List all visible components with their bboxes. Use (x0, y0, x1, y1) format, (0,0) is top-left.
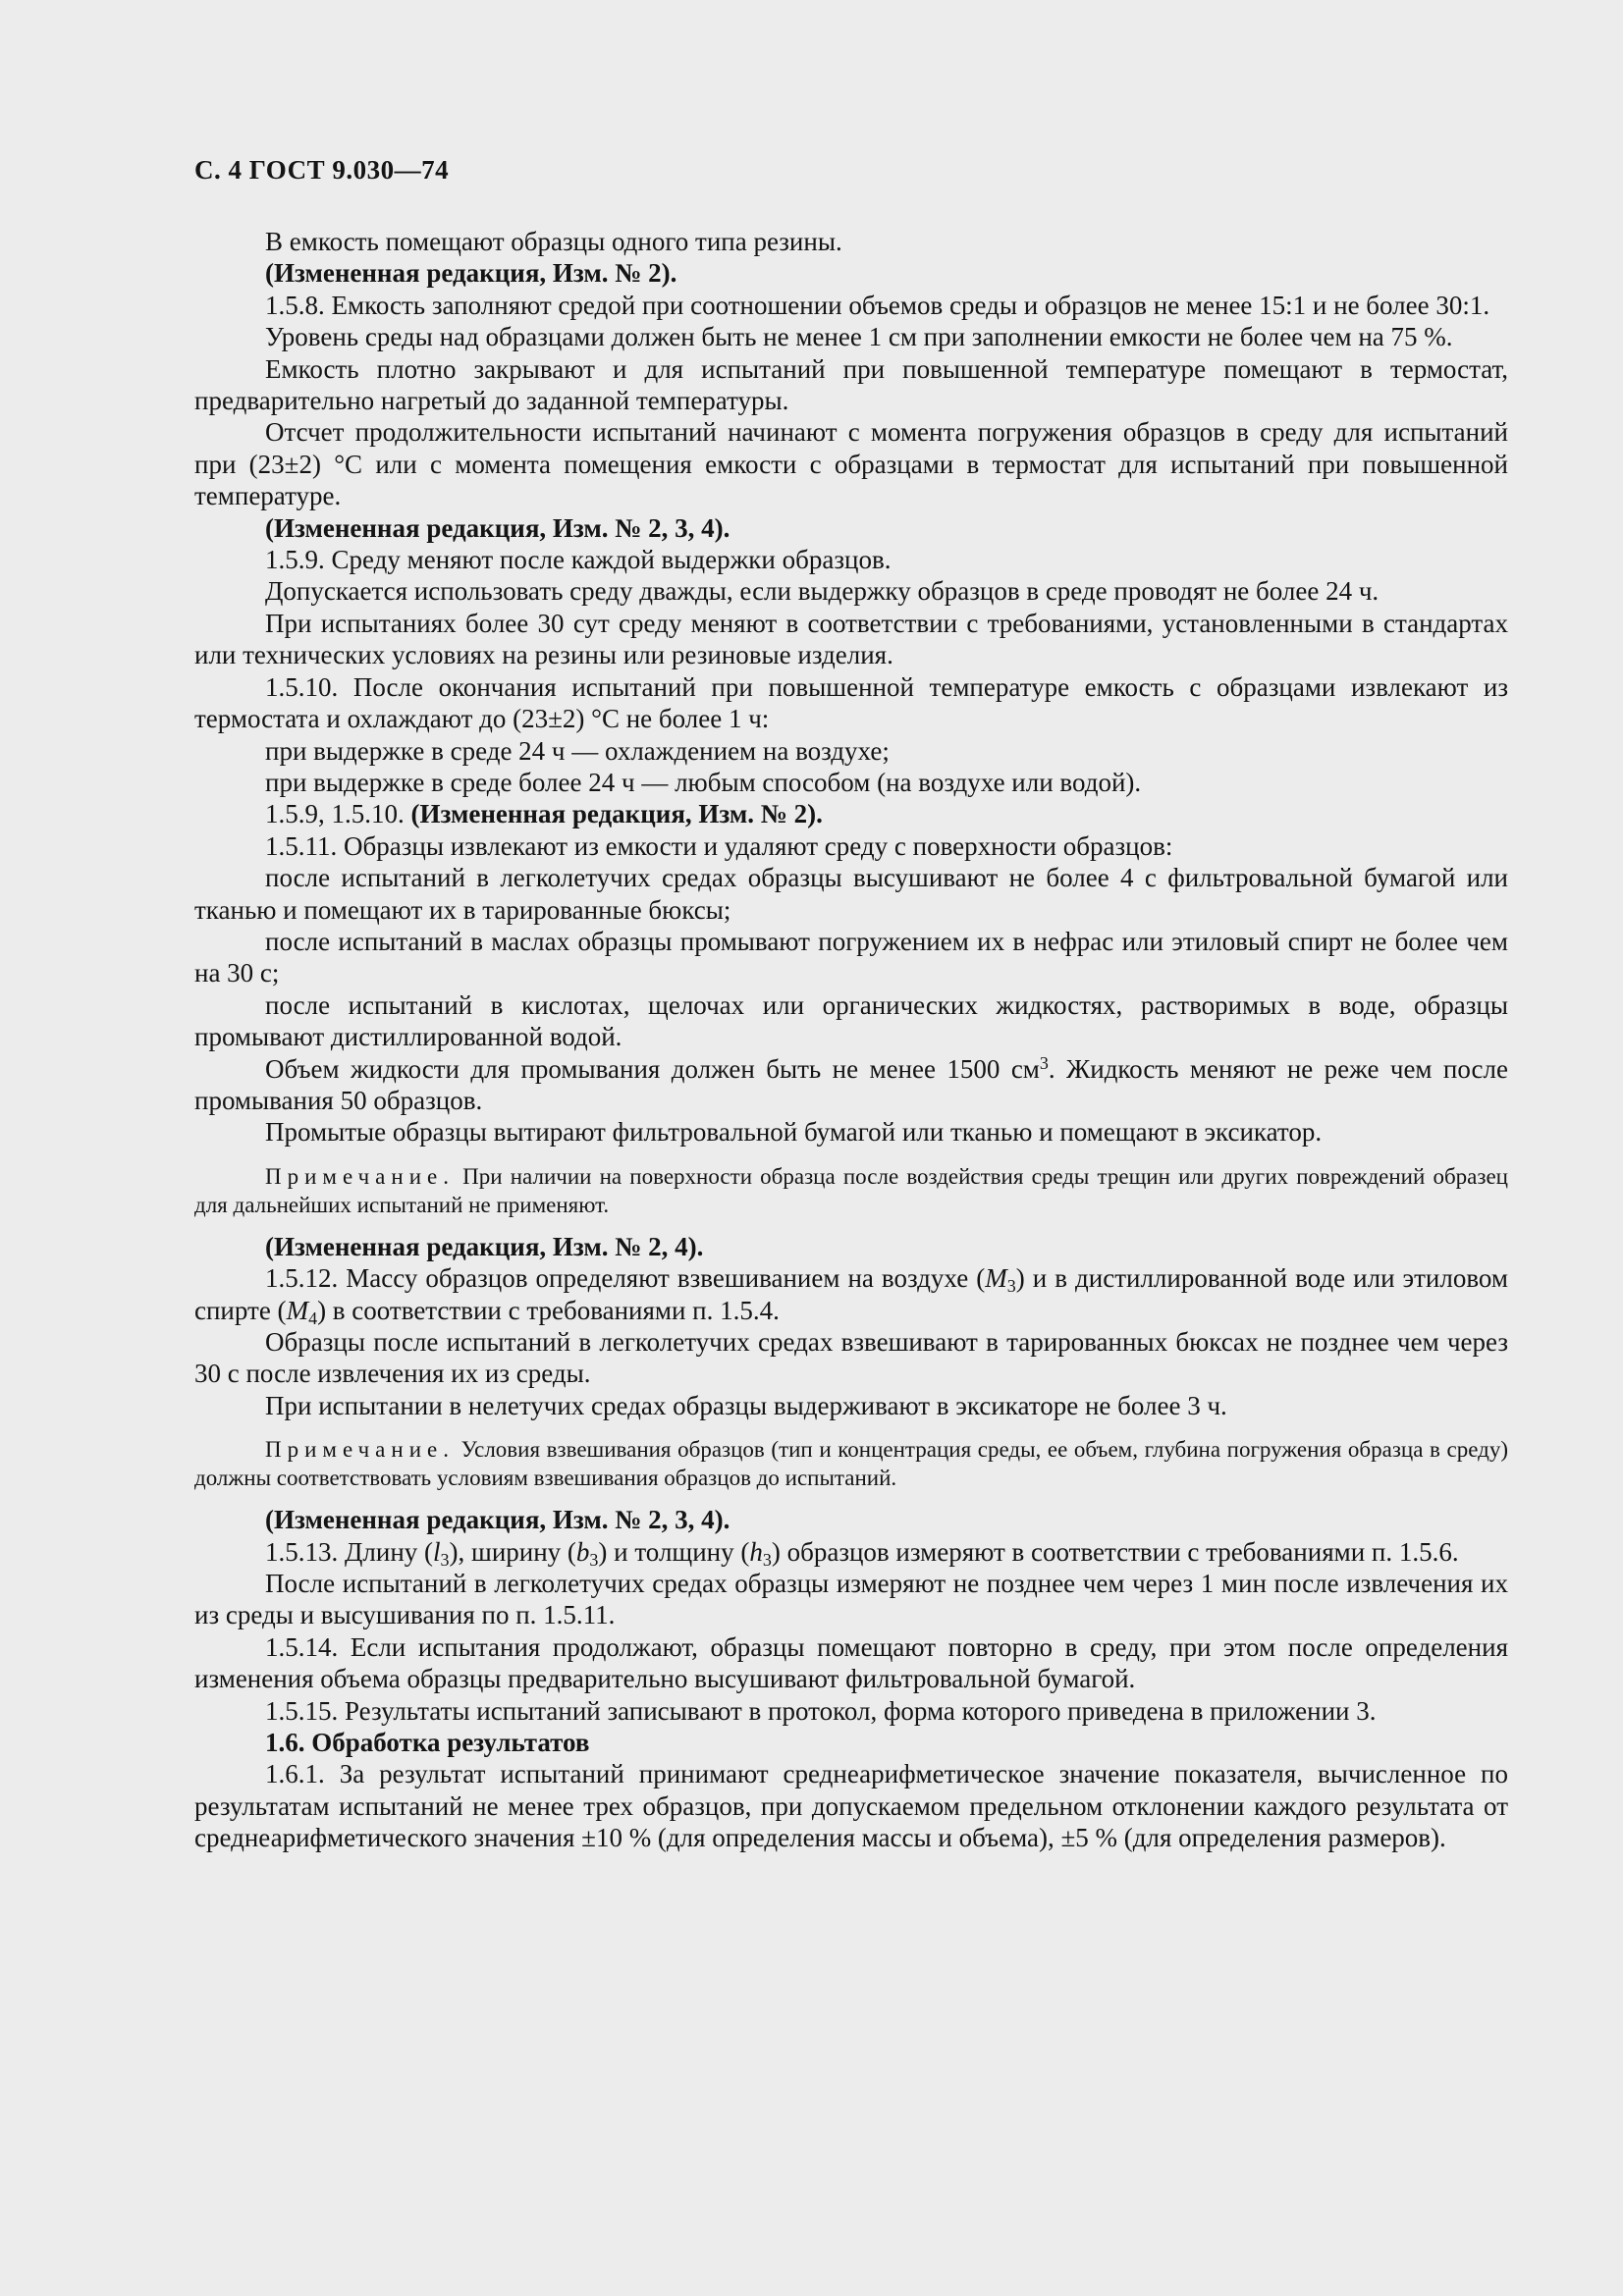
subscript: 3 (762, 1549, 772, 1570)
text-run: ) образцов измеряют в соответствии с требованиями п. 1.5.6. (771, 1536, 1459, 1567)
math-symbol: l (433, 1536, 441, 1567)
note-text: При наличии на поверхности образца после воздействия среды трещин или других повреждений образец для дальнейших испытаний не применяют. (194, 1163, 1508, 1217)
paragraph: Емкость плотно закрывают и для испытаний при повышенной температуре помещают в термостат, предварительно нагретый до заданной температуры. (194, 353, 1508, 416)
paragraph: Допускается использовать среду дважды, если выдержку образцов в среде проводят не более 24 ч. (265, 576, 1380, 607)
paragraph (194, 798, 1508, 829)
paragraph: При испытаниях более 30 сут среду меняют в соответствии с требованиями, установленными в стандартах или технических условиях на резины или резиновые изделия. (194, 608, 1508, 670)
clause-ref: 1.5.9, 1.5.10. (265, 799, 411, 829)
note (194, 1162, 1508, 1219)
paragraph: при выдержке в среде более 24 ч — любым способом (на воздухе или водой). (265, 767, 1142, 797)
text-run: 1.5.12. Массу образцов определяют взвешиванием на воздухе ( (265, 1263, 986, 1294)
amendment-note: (Измененная редакция, Изм. № 2, 4). (265, 1231, 704, 1261)
paragraph: 1.5.8. Емкость заполняют средой при соотношении объемов среды и образцов не менее 15:1 и не более 30:1. (265, 290, 1490, 320)
paragraph: Отсчет продолжительности испытаний начинают с момента погружения образцов в среду для испытаний при (23±2) °С или с момента помещения емкости с образцами в термостат для испытаний при повышенной температуре. (194, 417, 1508, 511)
subscript: 4 (308, 1308, 318, 1328)
paragraph: В емкость помещают образцы одного типа резины. (265, 227, 842, 256)
paragraph: После испытаний в легколетучих средах образцы измеряют не позднее чем через 1 мин после извлечения их из среды и высушивания по п. 1.5.11. (194, 1569, 1508, 1630)
math-symbol: M (286, 1295, 309, 1325)
subscript: 3 (1006, 1276, 1016, 1297)
text-run: ), ширину ( (449, 1536, 576, 1567)
paragraph (194, 1053, 1508, 1117)
document-body (194, 226, 1508, 1854)
paragraph: Уровень среды над образцами должен быть не менее 1 см при заполнении емкости не более чем на 75 %. (265, 322, 1453, 352)
note-text: Условия взвешивания образцов (тип и концентрация среды, ее объем, глубина погружения образца в среду) должны соответствовать условиям взвешивания образцов до испытаний. (194, 1437, 1508, 1491)
math-symbol: M (985, 1263, 1007, 1294)
paragraph: 1.5.11. Образцы извлекают из емкости и удаляют среду с поверхности образцов: (265, 830, 1173, 861)
subscript: 3 (440, 1549, 450, 1570)
text-run: ) и в дистиллированной воде или этиловом спирте ( (194, 1263, 1508, 1325)
amendment-note: (Измененная редакция, Изм. № 2, 3, 4). (265, 1505, 730, 1535)
paragraph: после испытаний в кислотах, щелочах или органических жидкостях, растворимых в воде, образцы промывают дистиллированной водой. (194, 989, 1508, 1052)
math-symbol: h (749, 1536, 763, 1567)
paragraph: 1.5.15. Результаты испытаний записывают в протокол, форма которого приведена в приложении 3. (265, 1695, 1377, 1726)
paragraph: при выдержке в среде 24 ч — охлаждением на воздухе; (265, 735, 890, 766)
paragraph: после испытаний в легколетучих средах образцы высушивают не более 4 с фильтровальной бумагой или тканью и помещают их в тарированные бюксы; (194, 863, 1508, 925)
paragraph: 1.6.1. За результат испытаний принимают среднеарифметическое значение показателя, вычисленное по результатам испытаний не менее трех образцов, при допускаемом предельном отклонении каждого результата от среднеарифметического значения ±10 % (для определения массы и объема), ±5 % (для определения размеров). (194, 1759, 1508, 1853)
note (194, 1435, 1508, 1492)
math-symbol: b (575, 1536, 590, 1567)
paragraph: Образцы после испытаний в легколетучих средах взвешивают в тарированных бюксах не позднее чем через 30 с после извлечения их из среды. (194, 1327, 1508, 1389)
superscript: 3 (1039, 1052, 1049, 1073)
text-run: Объем жидкости для промывания должен быть не менее 1500 см (265, 1053, 1040, 1084)
text-run: . Жидкость меняют не реже чем после промывания 50 образцов. (194, 1053, 1508, 1115)
paragraph: 1.5.10. После окончания испытаний при повышенной температуре емкость с образцами извлекают из термостата и охлаждают до (23±2) °С не более 1 ч: (194, 671, 1508, 734)
paragraph: Промытые образцы вытирают фильтровальной бумагой или тканью и помещают в эксикатор. (265, 1117, 1323, 1148)
note-label: Примечание. (265, 1437, 455, 1463)
paragraph: 1.5.14. Если испытания продолжают, образцы помещают повторно в среду, при этом после определения изменения объема образцы предварительно высушивают фильтровальной бумагой. (194, 1631, 1508, 1694)
paragraph: 1.5.9. Среду меняют после каждой выдержки образцов. (265, 545, 892, 575)
paragraph (194, 1536, 1508, 1568)
page-header: С. 4 ГОСТ 9.030—74 (194, 155, 450, 185)
text-run: ) в соответствии с требованиями п. 1.5.4. (317, 1295, 780, 1325)
amendment-note: (Измененная редакция, Изм. № 2). (410, 799, 823, 829)
paragraph: При испытании в нелетучих средах образцы выдерживают в эксикаторе не более 3 ч. (265, 1390, 1227, 1420)
amendment-note: (Измененная редакция, Изм. № 2). (265, 258, 677, 289)
subscript: 3 (589, 1549, 599, 1570)
paragraph: после испытаний в маслах образцы промывают погружением их в нефрас или этиловый спирт не более чем на 30 с; (194, 926, 1508, 988)
text-run: 1.5.13. Длину ( (265, 1536, 434, 1567)
section-title: 1.6. Обработка результатов (265, 1728, 590, 1758)
amendment-note: (Измененная редакция, Изм. № 2, 3, 4). (265, 512, 730, 543)
note-label: Примечание. (265, 1163, 455, 1189)
text-run: ) и толщину ( (598, 1536, 750, 1567)
paragraph (194, 1262, 1508, 1326)
